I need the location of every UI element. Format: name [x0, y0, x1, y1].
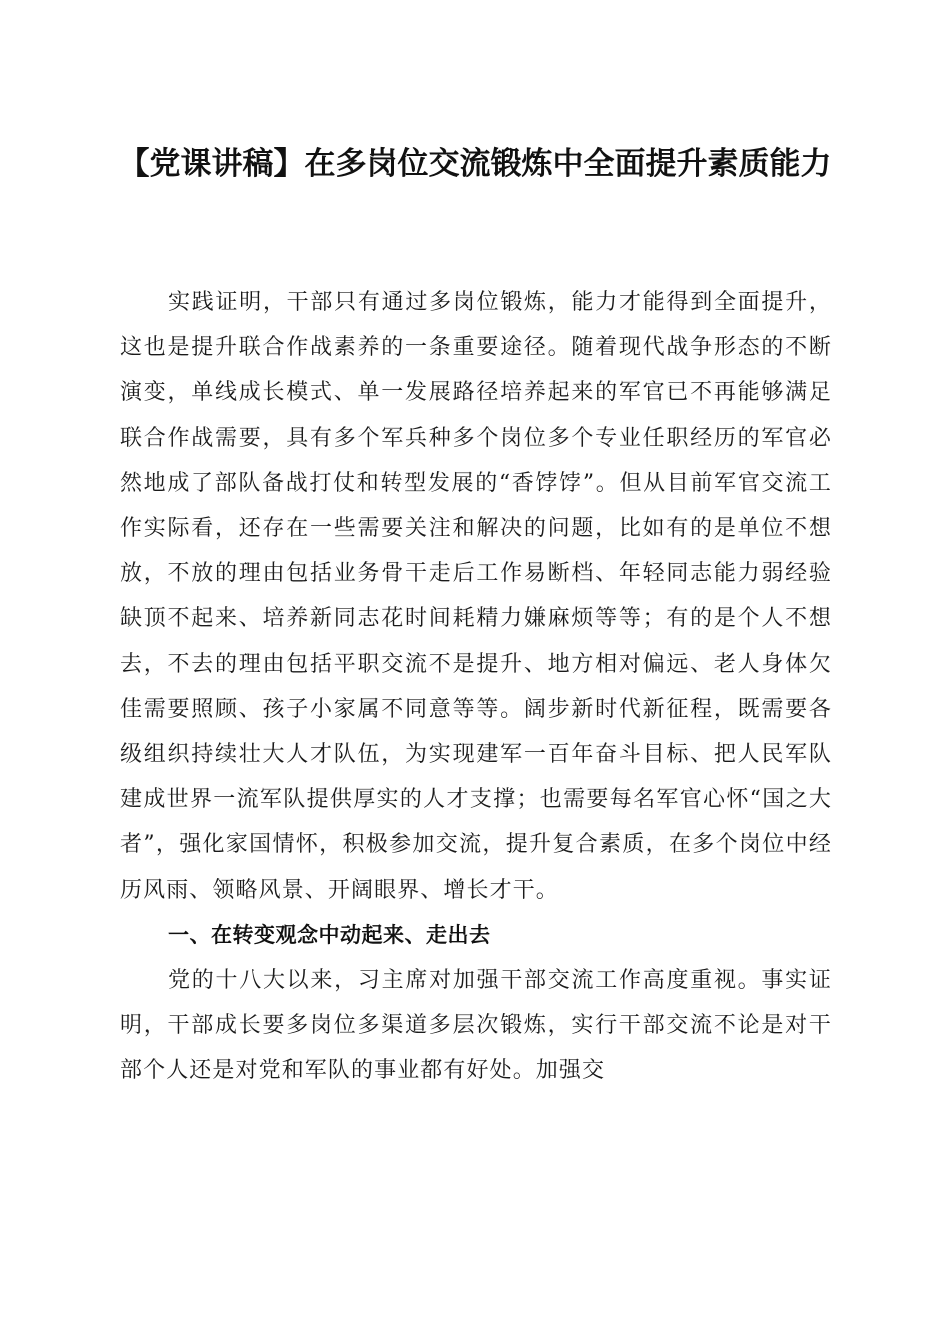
- section-heading: 一、在转变观念中动起来、走出去: [168, 922, 491, 947]
- intro-paragraph: 实践证明，干部只有通过多岗位锻炼，能力才能得到全面提升，这也是提升联合作战素养的一条重要途径。随着现代战争形态的不断演变，单线成长模式、单一发展路径培养起来的军官已不再能够满足联合作战需要，具有多个军兵种多个岗位多个专业任职经历的军官必然地成了部队备战打仗和转型发展的“香饽饽”。但从目前军官交流工作实际看，还存在一些需要关注和解决的问题，比如有的是单位不想放，不放的理由包括业务骨干走后工作易断档、年轻同志能力弱经验缺顶不起来、培养新同志花时间耗精力嫌麻烦等等；有的是个人不想去，不去的理由包括平职交流不是提升、地方相对偏远、老人身体欠佳需要照顾、孩子小家属不同意等等。阔步新时代新征程，既需要各级组织持续壮大人才队伍，为实现建军一百年奋斗目标、把人民军队建成世界一流军队提供厚实的人才支撑；也需要每名军官心怀“国之大者”，强化家国情怀，积极参加交流，提升复合素质，在多个岗位中经历风雨、领略风景、开阔眼界、增长才干。: [120, 290, 832, 903]
- document-title: 【党课讲稿】在多岗位交流锻炼中全面提升素质能力: [118, 146, 832, 182]
- section-paragraph: 党的十八大以来，习主席对加强干部交流工作高度重视。事实证明，干部成长要多岗位多渠道多层次锻炼，实行干部交流不论是对干部个人还是对党和军队的事业都有好处。加强交: [120, 968, 832, 1084]
- document-body: [120, 280, 832, 1094]
